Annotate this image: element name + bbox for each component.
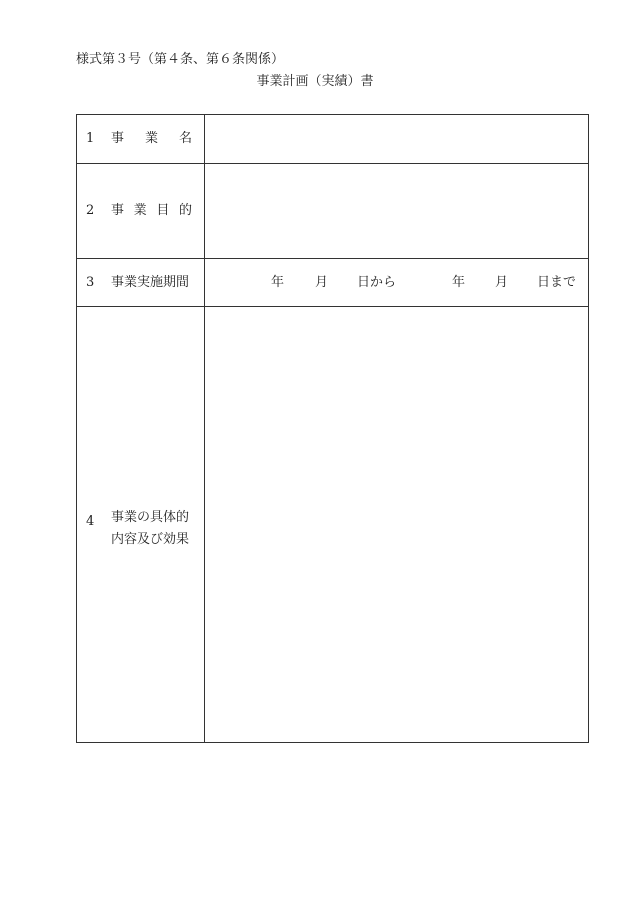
document-title: 事業計画（実績）書 [256,74,374,89]
label-char: 事 [111,203,125,218]
label-char: 目 [156,203,170,218]
business-purpose-label [111,203,192,219]
label-line: 事業の具体的 [111,510,190,525]
label-char: 業 [144,131,158,146]
row-details-and-effects [77,307,589,743]
label-line: 内容及び効果 [111,532,190,547]
business-purpose-field[interactable] [205,164,589,259]
implementation-period-label: 事業実施期間 [111,274,190,290]
item-number-3: 3 [86,274,95,290]
implementation-period-label-cell [77,259,205,307]
start-month-unit: 月 [315,274,329,290]
business-name-label [111,131,192,147]
form-number: 様式第３号（第４条、第６条関係） [76,52,285,67]
label-char: 的 [178,203,192,218]
implementation-period-field[interactable] [205,259,589,307]
business-name-label-cell [77,115,205,164]
row-implementation-period [77,259,589,307]
label-char: 事 [111,131,125,146]
end-year-unit: 年 [452,274,466,290]
business-name-field[interactable] [205,115,589,164]
end-day-until: 日まで [537,274,577,290]
start-day-from: 日から [357,274,397,290]
row-business-purpose [77,164,589,259]
business-purpose-label-cell [77,164,205,259]
details-and-effects-field[interactable] [205,307,589,743]
details-and-effects-label-cell [77,307,205,743]
item-number-4: 4 [86,514,95,529]
details-and-effects-label [111,507,194,551]
item-number-1: 1 [86,131,95,146]
row-business-name [77,115,589,164]
label-char: 名 [178,131,192,146]
end-month-unit: 月 [495,274,509,290]
label-char: 業 [133,203,147,218]
start-year-unit: 年 [271,274,285,290]
business-plan-form-table [76,114,589,743]
item-number-2: 2 [86,203,95,218]
